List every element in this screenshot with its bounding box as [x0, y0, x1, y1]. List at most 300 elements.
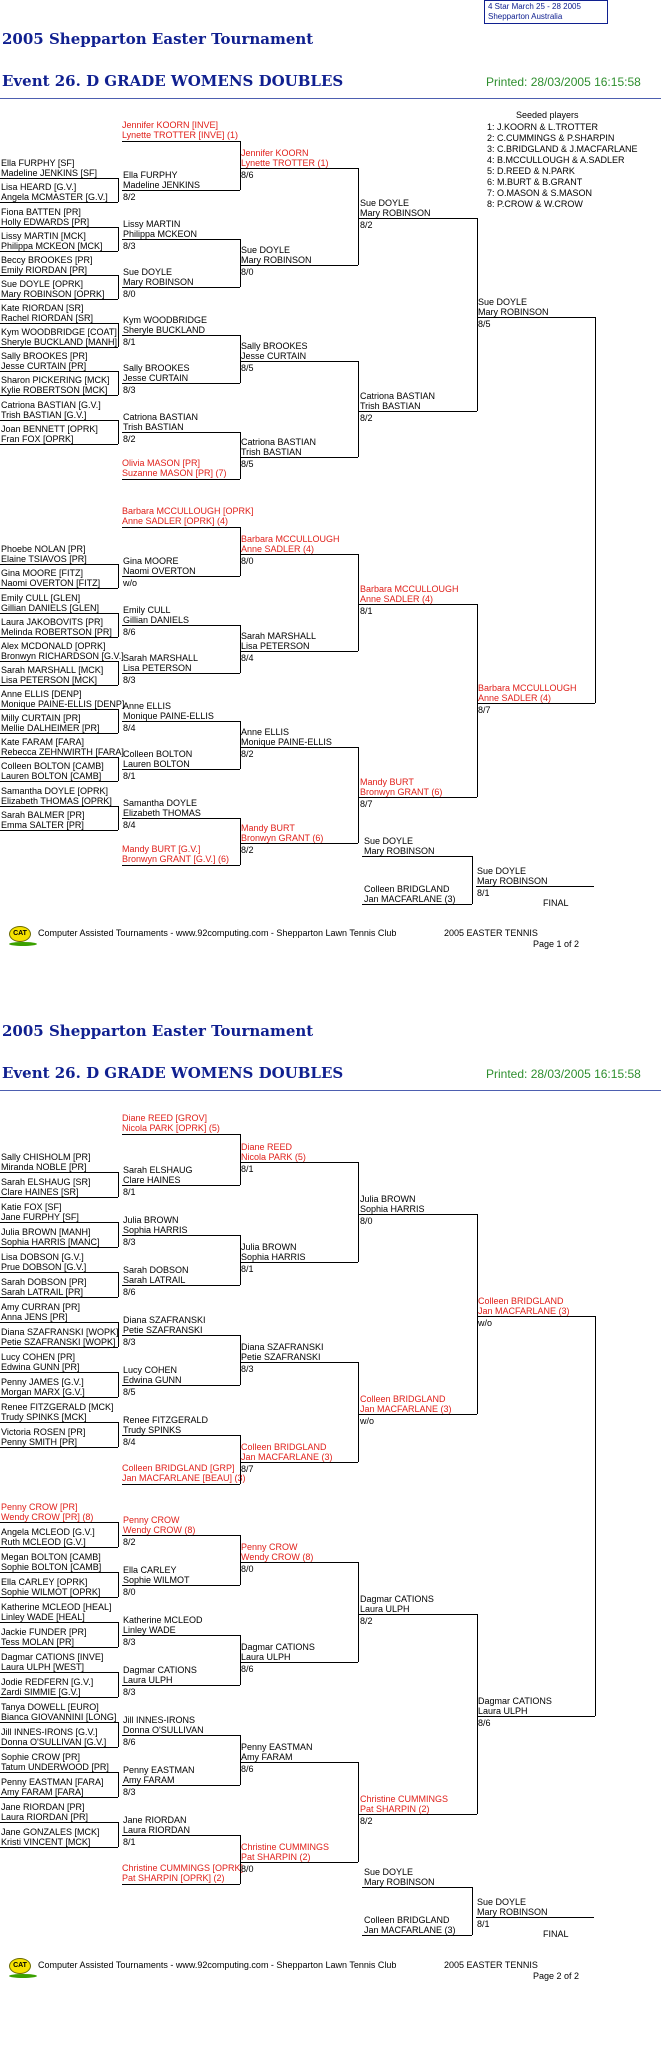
r1-player: Jane GONZALES [MCK] — [1, 1827, 100, 1837]
bracket-line — [122, 576, 240, 577]
seeded-entry: 2: C.CUMMINGS & P.SHARPIN — [487, 133, 615, 143]
bracket-line — [122, 1884, 240, 1885]
bracket-line — [0, 1622, 118, 1623]
r2-player: Catriona BASTIAN — [123, 411, 199, 422]
r4-player: Dagmar CATIONS — [360, 1594, 434, 1604]
r1-player: Anna JENS [PR] — [1, 1312, 68, 1322]
bracket-line — [0, 661, 118, 662]
r5-player: Laura ULPH — [478, 1705, 528, 1716]
r1-player: Jennifer KOORN [INVE] — [122, 120, 219, 131]
bracket-line — [0, 1547, 118, 1548]
r3-player: Anne ELLIS — [241, 727, 290, 738]
bracket-line — [0, 588, 118, 589]
bracket-line — [359, 604, 477, 605]
r1-player: Sophie CROW [PR] — [1, 1752, 81, 1762]
bracket-line — [0, 1797, 118, 1798]
bracket-line — [0, 1197, 118, 1198]
bracket-line — [0, 1597, 118, 1598]
r1-player: Angela MCLEOD [G.V.] — [1, 1527, 95, 1537]
r2-player: Linley WADE — [123, 1625, 176, 1635]
r2-score: 8/4 — [123, 723, 136, 734]
r1-player: Jill INNES-IRONS [G.V.] — [1, 1727, 98, 1737]
bracket-line — [118, 420, 119, 444]
header-info-line2: Shepparton Australia — [488, 12, 563, 21]
r3-player: Lynette TROTTER (1) — [241, 157, 329, 168]
bracket-line — [472, 856, 473, 904]
r1-player: Sharon PICKERING [MCK] — [1, 375, 110, 386]
r1-player: Penny JAMES [G.V.] — [1, 1377, 84, 1387]
bracket-line — [118, 1722, 119, 1747]
r1-player: Sue DOYLE [OPRK] — [1, 278, 84, 289]
r1-player: Mandy BURT [G.V.] — [122, 843, 201, 854]
r1-player: Holly EDWARDS [PR] — [1, 216, 90, 227]
bracket-line — [0, 709, 118, 710]
r3-player: Diana SZAFRANSKI — [241, 1342, 324, 1352]
r4-score: 8/7 — [360, 799, 373, 810]
bracket-line — [118, 1172, 119, 1197]
r1-player: Prue DOBSON [G.V.] — [1, 1262, 87, 1272]
r2-score: w/o — [123, 578, 138, 589]
r2-player: Laura ULPH — [123, 1675, 173, 1685]
r3-player: Jesse CURTAIN — [241, 351, 307, 362]
r1-player: Mellie DALHEIMER [PR] — [1, 723, 100, 734]
r5-player: Colleen BRIDGLAND — [478, 1295, 564, 1306]
r2-player: Madeline JENKINS — [123, 180, 201, 191]
r1-player: Lisa PETERSON [MCK] — [1, 674, 98, 685]
bracket-line — [240, 843, 358, 844]
r1-player: Lisa HEARD [G.V.] — [1, 182, 77, 193]
bracket-line — [0, 227, 118, 228]
bracket-line — [0, 1222, 118, 1223]
bracket-line — [358, 1362, 359, 1462]
r2-player: Gina MOORE — [123, 556, 179, 567]
bracket-line — [0, 1247, 118, 1248]
r3-player: Sue DOYLE — [241, 244, 291, 255]
seeded-title: Seeded players — [516, 110, 579, 120]
r1-player: Emma SALTER [PR] — [1, 819, 84, 830]
bracket-line — [122, 1435, 240, 1436]
r1-player: Mary ROBINSON [OPRK] — [1, 288, 105, 299]
r1-player: Sophie WILMOT [OPRK] — [1, 1587, 101, 1597]
bracket-line — [118, 661, 119, 685]
r2-player: Julia BROWN — [123, 1215, 179, 1225]
r1-player: Olivia MASON [PR] — [122, 457, 201, 468]
bracket-line — [118, 275, 119, 299]
bracket-line — [0, 1272, 118, 1273]
r2-player: Sarah ELSHAUG — [123, 1165, 193, 1175]
r1-player: Sarah MARSHALL [MCK] — [1, 664, 104, 675]
r3-player: Christine CUMMINGS — [241, 1841, 330, 1852]
r2-player: Gillian DANIELS — [123, 614, 190, 625]
r1-player: Joan BENNETT [OPRK] — [1, 423, 98, 434]
cat-logo: CAT — [9, 1958, 31, 1974]
r3-score: 8/0 — [241, 1564, 254, 1574]
bracket-line — [240, 1562, 358, 1563]
seeded-entry: 6: M.BURT & B.GRANT — [487, 177, 583, 187]
r2-player: Lauren BOLTON — [123, 759, 190, 770]
bracket-line — [240, 1862, 358, 1863]
r2-score: 8/5 — [123, 1387, 136, 1397]
bracket-line — [122, 1335, 240, 1336]
r4-score: 8/1 — [360, 606, 373, 617]
r1-player: Ruth MCLEOD [G.V.] — [1, 1537, 86, 1547]
r1-player: Milly CURTAIN [PR] — [1, 713, 81, 724]
r1-player: Penny SMITH [PR] — [1, 1437, 78, 1447]
bracket-line — [122, 527, 240, 528]
footer-left: Computer Assisted Tournaments - www.92computing.com - Shepparton Lawn Tennis Club — [38, 928, 397, 938]
r2-score: 8/6 — [123, 626, 136, 637]
final-player-a: Sue DOYLE — [364, 836, 414, 846]
logo-swoosh — [9, 942, 37, 946]
r2-score: 8/3 — [123, 1337, 136, 1347]
bracket-line — [118, 757, 119, 781]
r2-player: Samantha DOYLE — [123, 797, 198, 808]
r2-player: Edwina GUNN — [123, 1375, 182, 1385]
r1-player: Madeline JENKINS [SF] — [1, 168, 98, 179]
bracket-line — [122, 769, 240, 770]
r3-player: Trish BASTIAN — [241, 447, 302, 458]
r3-player: Mary ROBINSON — [241, 254, 312, 265]
r2-player: Emily CULL — [123, 604, 171, 615]
bracket-line — [476, 1917, 594, 1918]
bracket-line — [122, 1635, 240, 1636]
r2-player: Penny EASTMAN — [123, 1765, 195, 1775]
r5-player: Jan MACFARLANE (3) — [478, 1305, 570, 1316]
event-title: Event 26. D GRADE WOMENS DOUBLES — [2, 72, 344, 90]
bracket-line — [122, 865, 240, 866]
r2-player: Sophie WILMOT — [123, 1575, 190, 1585]
final-player-a: Mary ROBINSON — [364, 846, 435, 856]
r1-player: Lisa DOBSON [G.V.] — [1, 1252, 84, 1262]
bracket-line — [118, 371, 119, 395]
bracket-line — [0, 444, 118, 445]
r1-player: Victoria ROSEN [PR] — [1, 1427, 86, 1437]
r3-score: 8/0 — [241, 1863, 254, 1874]
bracket-line — [358, 747, 359, 843]
r2-player: Sarah DOBSON — [123, 1265, 189, 1275]
r5-player: Anne SADLER (4) — [478, 692, 552, 703]
r4-player: Mary ROBINSON — [360, 208, 431, 219]
r2-player: Sheryle BUCKLAND — [123, 325, 206, 336]
r4-player: Trish BASTIAN — [360, 401, 421, 412]
r1-player: Lucy COHEN [PR] — [1, 1352, 76, 1362]
r1-player: Sophia HARRIS [MANC] — [1, 1237, 100, 1247]
footer-page: Page 1 of 2 — [533, 939, 580, 949]
seeded-entry: 8: P.CROW & W.CROW — [487, 199, 583, 209]
r2-player: Sue DOYLE — [123, 266, 173, 277]
bracket-line — [118, 1422, 119, 1447]
r3-score: 8/2 — [241, 749, 254, 760]
r1-player: Laura JAKOBOVITS [PR] — [1, 616, 104, 627]
bracket-line — [122, 1285, 240, 1286]
r1-player: Petie SZAFRANSKI [WOPK] — [1, 1337, 116, 1347]
r1-player: Angela MCMASTER [G.V.] — [1, 192, 108, 203]
r1-player: Phoebe NOLAN [PR] — [1, 544, 86, 555]
bracket-line — [118, 1772, 119, 1797]
bracket-line — [118, 323, 119, 347]
r4-player: Barbara MCCULLOUGH — [360, 584, 459, 595]
r1-player: Colleen BOLTON [CAMB] — [1, 761, 104, 772]
r3-player: Lisa PETERSON — [241, 640, 310, 651]
r3-score: 8/6 — [241, 1764, 254, 1774]
r4-player: Christine CUMMINGS — [360, 1793, 449, 1804]
bracket-line — [118, 806, 119, 830]
bracket-line — [0, 395, 118, 396]
r1-player: Melinda ROBERTSON [PR] — [1, 626, 112, 637]
seeded-entry: 7: O.MASON & S.MASON — [487, 188, 593, 198]
bracket-line — [122, 721, 240, 722]
bracket-line — [122, 1585, 240, 1586]
r2-player: Monique PAINE-ELLIS — [123, 711, 214, 722]
r1-player: Bianca GIOVANNINI [LONG] — [1, 1712, 117, 1722]
event-title: Event 26. D GRADE WOMENS DOUBLES — [2, 1064, 344, 1082]
r1-player: Emily CULL [GLEN] — [1, 592, 81, 603]
final-label: FINAL — [543, 1929, 569, 1939]
r2-player: Trudy SPINKS — [123, 1425, 182, 1435]
r1-player: Penny CROW [PR] — [1, 1502, 78, 1512]
r3-player: Bronwyn GRANT (6) — [241, 833, 324, 844]
bracket-line — [240, 265, 358, 266]
r1-player: Katherine MCLEOD [HEAL] — [1, 1602, 112, 1612]
bracket-line — [240, 1762, 358, 1763]
bracket-line — [0, 1722, 118, 1723]
r2-player: Amy FARAM — [123, 1775, 175, 1785]
bracket-line — [240, 457, 358, 458]
bracket-line — [0, 323, 118, 324]
r3-player: Dagmar CATIONS — [241, 1642, 315, 1652]
r1-player: Kristi VINCENT [MCK] — [1, 1837, 91, 1847]
bracket-line — [122, 335, 240, 336]
bracket-line — [240, 1662, 358, 1663]
r4-player: Pat SHARPIN (2) — [360, 1803, 430, 1814]
r2-score: 8/3 — [123, 385, 136, 396]
bracket-line — [358, 361, 359, 457]
bracket-line — [362, 1887, 472, 1888]
bracket-line — [359, 1814, 477, 1815]
r3-score: 8/2 — [241, 845, 254, 856]
bracket-line — [0, 299, 118, 300]
r3-player: Barbara MCCULLOUGH — [241, 533, 340, 544]
bracket-line — [240, 361, 358, 362]
r4-score: 8/2 — [360, 1815, 373, 1826]
bracket-line — [0, 1372, 118, 1373]
r1-player: Christine CUMMINGS [OPRK] — [122, 1863, 244, 1873]
r1-player: Kylie ROBERTSON [MCK] — [1, 385, 108, 396]
seeded-entry: 3: C.BRIDGLAND & J.MACFARLANE — [487, 144, 638, 154]
r2-score: 8/1 — [123, 1837, 136, 1847]
r5-score: 8/6 — [478, 1717, 491, 1728]
r1-player: Morgan MARX [G.V.] — [1, 1387, 85, 1397]
r2-score: 8/3 — [123, 674, 136, 685]
bracket-line — [240, 1262, 358, 1263]
footer-right: 2005 EASTER TENNIS — [444, 928, 538, 938]
bracket-line — [122, 141, 240, 142]
bracket-line — [477, 1716, 595, 1717]
r2-player: Jesse CURTAIN — [123, 373, 189, 384]
bracket-line — [476, 886, 594, 887]
r5-player: Mary ROBINSON — [478, 306, 549, 317]
bracket-line — [0, 178, 118, 179]
r2-player: Penny CROW — [123, 1515, 180, 1525]
r1-player: Catriona BASTIAN [G.V.] — [1, 399, 101, 410]
seeded-entry: 1: J.KOORN & L.TROTTER — [487, 122, 599, 132]
r2-player: Katherine MCLEOD — [123, 1615, 203, 1625]
bracket-line — [122, 1235, 240, 1236]
r2-score: 8/6 — [123, 1737, 136, 1747]
r4-player: Anne SADLER (4) — [360, 594, 434, 605]
r3-player: Laura ULPH — [241, 1652, 291, 1662]
bracket-line — [240, 1162, 358, 1163]
r1-player: Jane FURPHY [SF] — [1, 1212, 79, 1222]
bracket-line — [240, 554, 358, 555]
bracket-line — [122, 1535, 240, 1536]
r5-player: Sue DOYLE — [478, 296, 528, 307]
r2-player: Colleen BOLTON — [123, 749, 193, 760]
bracket-line — [118, 1272, 119, 1297]
bracket-line — [0, 830, 118, 831]
r5-score: w/o — [478, 1317, 493, 1328]
r5-player: Barbara MCCULLOUGH — [478, 682, 577, 693]
bracket-line — [122, 1735, 240, 1736]
bracket-line — [595, 1316, 596, 1716]
r3-player: Diane REED — [241, 1141, 293, 1152]
r3-player: Sophia HARRIS — [241, 1252, 306, 1262]
r2-player: Trish BASTIAN — [123, 421, 184, 432]
bracket-line — [0, 1822, 118, 1823]
bracket-line — [362, 856, 472, 857]
r1-player: Monique PAINE-ELLIS [DENP] — [1, 699, 125, 709]
r2-player: Jane RIORDAN — [123, 1815, 187, 1825]
r1-player: Tatum UNDERWOOD [PR] — [1, 1762, 109, 1772]
r3-score: 8/5 — [241, 363, 254, 374]
bracket-line — [477, 317, 595, 318]
r1-player: Tess MOLAN [PR] — [1, 1637, 75, 1647]
r1-player: Sarah DOBSON [PR] — [1, 1277, 87, 1287]
bracket-line — [118, 1372, 119, 1397]
r4-player: Mandy BURT — [360, 777, 414, 788]
r1-player: Donna O'SULLIVAN [G.V.] — [1, 1737, 107, 1747]
r1-player: Sarah LATRAIL [PR] — [1, 1287, 84, 1297]
r1-player: Emily RIORDAN [PR] — [1, 264, 88, 275]
cat-logo: CAT — [9, 926, 31, 942]
r1-player: Lynette TROTTER [INVE] (1) — [122, 130, 239, 141]
r4-player: Julia BROWN — [360, 1193, 416, 1204]
bracket-line — [118, 1622, 119, 1647]
r1-player: Gina MOORE [FITZ] — [1, 568, 84, 579]
final-player-a: Mary ROBINSON — [364, 1877, 435, 1887]
r4-player: Laura ULPH — [360, 1604, 410, 1614]
r3-player: Mandy BURT — [241, 823, 295, 834]
r2-player: Renee FITZGERALD — [123, 1415, 209, 1425]
r1-player: Edwina GUNN [PR] — [1, 1362, 80, 1372]
bracket-line — [0, 1772, 118, 1773]
bracket-line — [0, 1347, 118, 1348]
r2-score: 8/3 — [123, 1637, 136, 1647]
r2-score: 8/0 — [123, 1587, 136, 1597]
r1-player: Amy FARAM [FARA] — [1, 1787, 84, 1797]
bracket-line — [0, 1647, 118, 1648]
r3-score: 8/1 — [241, 1264, 254, 1274]
r1-player: Laura RIORDAN [PR] — [1, 1812, 89, 1822]
r2-player: Sarah MARSHALL — [123, 652, 199, 663]
bracket-line — [122, 1185, 240, 1186]
r1-player: Megan BOLTON [CAMB] — [1, 1552, 101, 1562]
r3-score: 8/6 — [241, 169, 254, 180]
r2-score: 8/4 — [123, 819, 136, 830]
r1-player: Tanya DOWELL [EURO] — [1, 1702, 99, 1712]
r2-player: Mary ROBINSON — [123, 276, 194, 287]
r3-score: 8/3 — [241, 1364, 254, 1374]
r4-player: Sophia HARRIS — [360, 1203, 425, 1214]
r1-player: Jane RIORDAN [PR] — [1, 1802, 85, 1812]
bracket-line — [0, 637, 118, 638]
r3-player: Sarah MARSHALL — [241, 630, 317, 641]
bracket-line — [0, 1172, 118, 1173]
bracket-line — [358, 554, 359, 651]
r1-player: Fran FOX [OPRK] — [1, 433, 74, 444]
bracket-line — [362, 1935, 472, 1936]
r2-player: Ella FURPHY — [123, 170, 178, 181]
bracket-line — [122, 239, 240, 240]
bracket-line — [122, 383, 240, 384]
r3-player: Monique PAINE-ELLIS — [241, 737, 332, 748]
r5-score: 8/5 — [478, 318, 491, 329]
footer-right: 2005 EASTER TENNIS — [444, 1960, 538, 1970]
bracket-line — [118, 1322, 119, 1347]
r1-player: Jan MACFARLANE [BEAU] (3) — [122, 1473, 246, 1483]
r3-player: Penny EASTMAN — [241, 1742, 313, 1752]
r1-player: Sarah ELSHAUG [SR] — [1, 1177, 91, 1187]
r5-player: Dagmar CATIONS — [478, 1695, 552, 1706]
final-player-b: Colleen BRIDGLAND — [364, 1915, 450, 1925]
bracket-line — [0, 1297, 118, 1298]
bracket-line — [122, 1385, 240, 1386]
bracket-line — [122, 1835, 240, 1836]
bracket-line — [0, 1447, 118, 1448]
bracket-line — [122, 818, 240, 819]
tournament-title: 2005 Shepparton Easter Tournament — [2, 1022, 314, 1040]
r2-score: 8/2 — [123, 192, 136, 203]
r3-player: Wendy CROW (8) — [241, 1552, 314, 1562]
r1-player: Naomi OVERTON [FITZ] — [1, 578, 101, 589]
r3-player: Catriona BASTIAN — [241, 437, 317, 448]
final-winner: Mary ROBINSON — [477, 1907, 548, 1917]
r1-player: Fiona BATTEN [PR] — [1, 206, 81, 217]
printed-timestamp: Printed: 28/03/2005 16:15:58 — [486, 1067, 641, 1081]
bracket-line — [118, 1822, 119, 1847]
bracket-line — [0, 1422, 118, 1423]
bracket-line — [122, 1484, 240, 1485]
r1-player: Philippa MCKEON [MCK] — [1, 240, 103, 251]
bracket-line — [122, 1785, 240, 1786]
r2-player: Lisa PETERSON — [123, 662, 192, 673]
bracket-line — [0, 1397, 118, 1398]
r3-player: Sally BROOKES — [241, 341, 308, 352]
bracket-line — [0, 1672, 118, 1673]
footer-page: Page 2 of 2 — [533, 1971, 580, 1981]
bracket-line — [122, 479, 240, 480]
r3-score: 8/6 — [241, 1664, 254, 1674]
bracket-line — [122, 1685, 240, 1686]
r2-player: Kym WOODBRIDGE — [123, 315, 208, 326]
bracket-line — [0, 1697, 118, 1698]
bracket-page-2 — [0, 1020, 661, 2063]
bracket-line — [477, 703, 595, 704]
r3-player: Julia BROWN — [241, 1242, 297, 1252]
r3-score: 8/4 — [241, 652, 254, 663]
r1-player: Kym WOODBRIDGE [COAT] — [1, 327, 117, 338]
bracket-line — [122, 287, 240, 288]
